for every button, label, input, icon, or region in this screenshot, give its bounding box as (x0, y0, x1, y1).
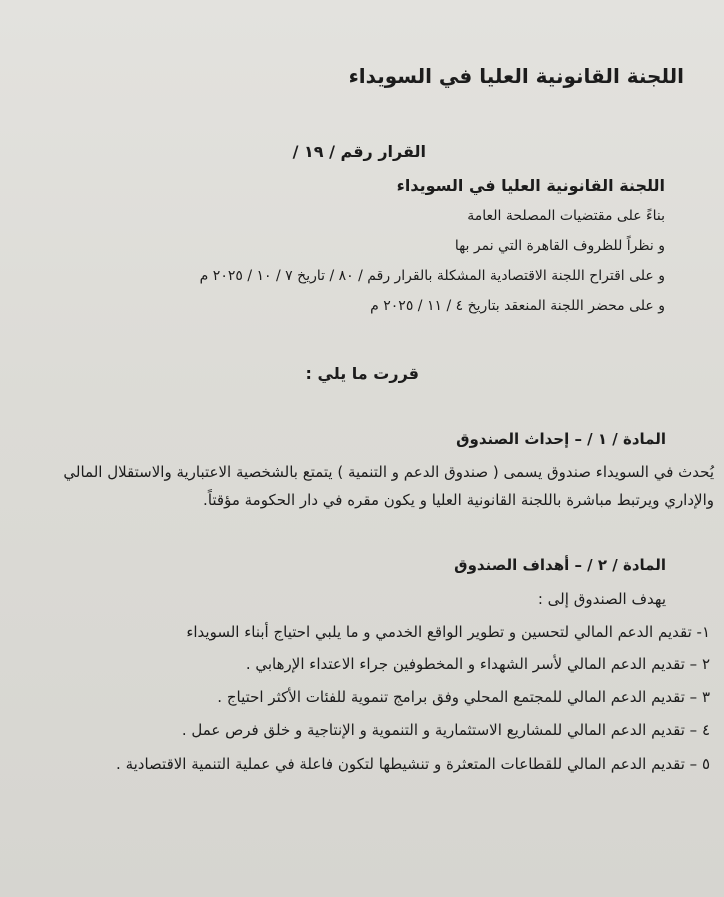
article-1-text: والإداري ويرتبط مباشرة باللجنة القانونية العليا و يكون مقره في دار الحكومة مؤقتاً. (203, 491, 714, 509)
article-2-intro: يهدف الصندوق إلى : (537, 590, 666, 608)
article-2-title: المادة / ٢ / – أهداف الصندوق (454, 556, 666, 574)
article-1-title: المادة / ١ / – إحداث الصندوق (456, 430, 666, 448)
preamble-line: بناءً على مقتضيات المصلحة العامة (467, 208, 665, 224)
decision-number: القرار رقم / ١٩ / (292, 142, 426, 161)
list-item: ١- تقديم الدعم المالي لتحسين و تطوير الواقع الخدمي و ما يلبي احتياج أبناء السويداء (186, 623, 710, 641)
issuer-heading: اللجنة القانونية العليا في السويداء (396, 176, 665, 195)
preamble-line: و على اقتراح اللجنة الاقتصادية المشكلة بالقرار رقم / ٨٠ / تاريخ ٧ / ١٠ / ٢٠٢٥ م (199, 268, 665, 284)
preamble-line: و على محضر اللجنة المنعقد بتاريخ ٤ / ١١ / ٢٠٢٥ م (370, 298, 665, 314)
list-item: ٣ – تقديم الدعم المالي للمجتمع المحلي وفق برامج تنموية للفئات الأكثر احتياج . (217, 688, 710, 706)
preamble-line: و نظراً للظروف القاهرة التي نمر بها (454, 238, 665, 254)
resolved-heading: قررت ما يلي : (305, 364, 419, 383)
list-item: ٢ – تقديم الدعم المالي لأسر الشهداء و المخطوفين جراء الاعتداء الإرهابي . (245, 655, 710, 673)
article-1-text: يُحدث في السويداء صندوق يسمى ( صندوق الدعم و التنمية ) يتمتع بالشخصية الاعتبارية والاستقلال المالي (63, 463, 714, 481)
list-item: ٤ – تقديم الدعم المالي للمشاريع الاستثمارية و التنموية و الإنتاجية و خلق فرص عمل . (181, 721, 710, 739)
list-item: ٥ – تقديم الدعم المالي للقطاعات المتعثرة و تنشيطها لتكون فاعلة في عملية التنمية الاقتصادية . (116, 755, 710, 773)
authority-heading: اللجنة القانونية العليا في السويداء (348, 64, 684, 88)
